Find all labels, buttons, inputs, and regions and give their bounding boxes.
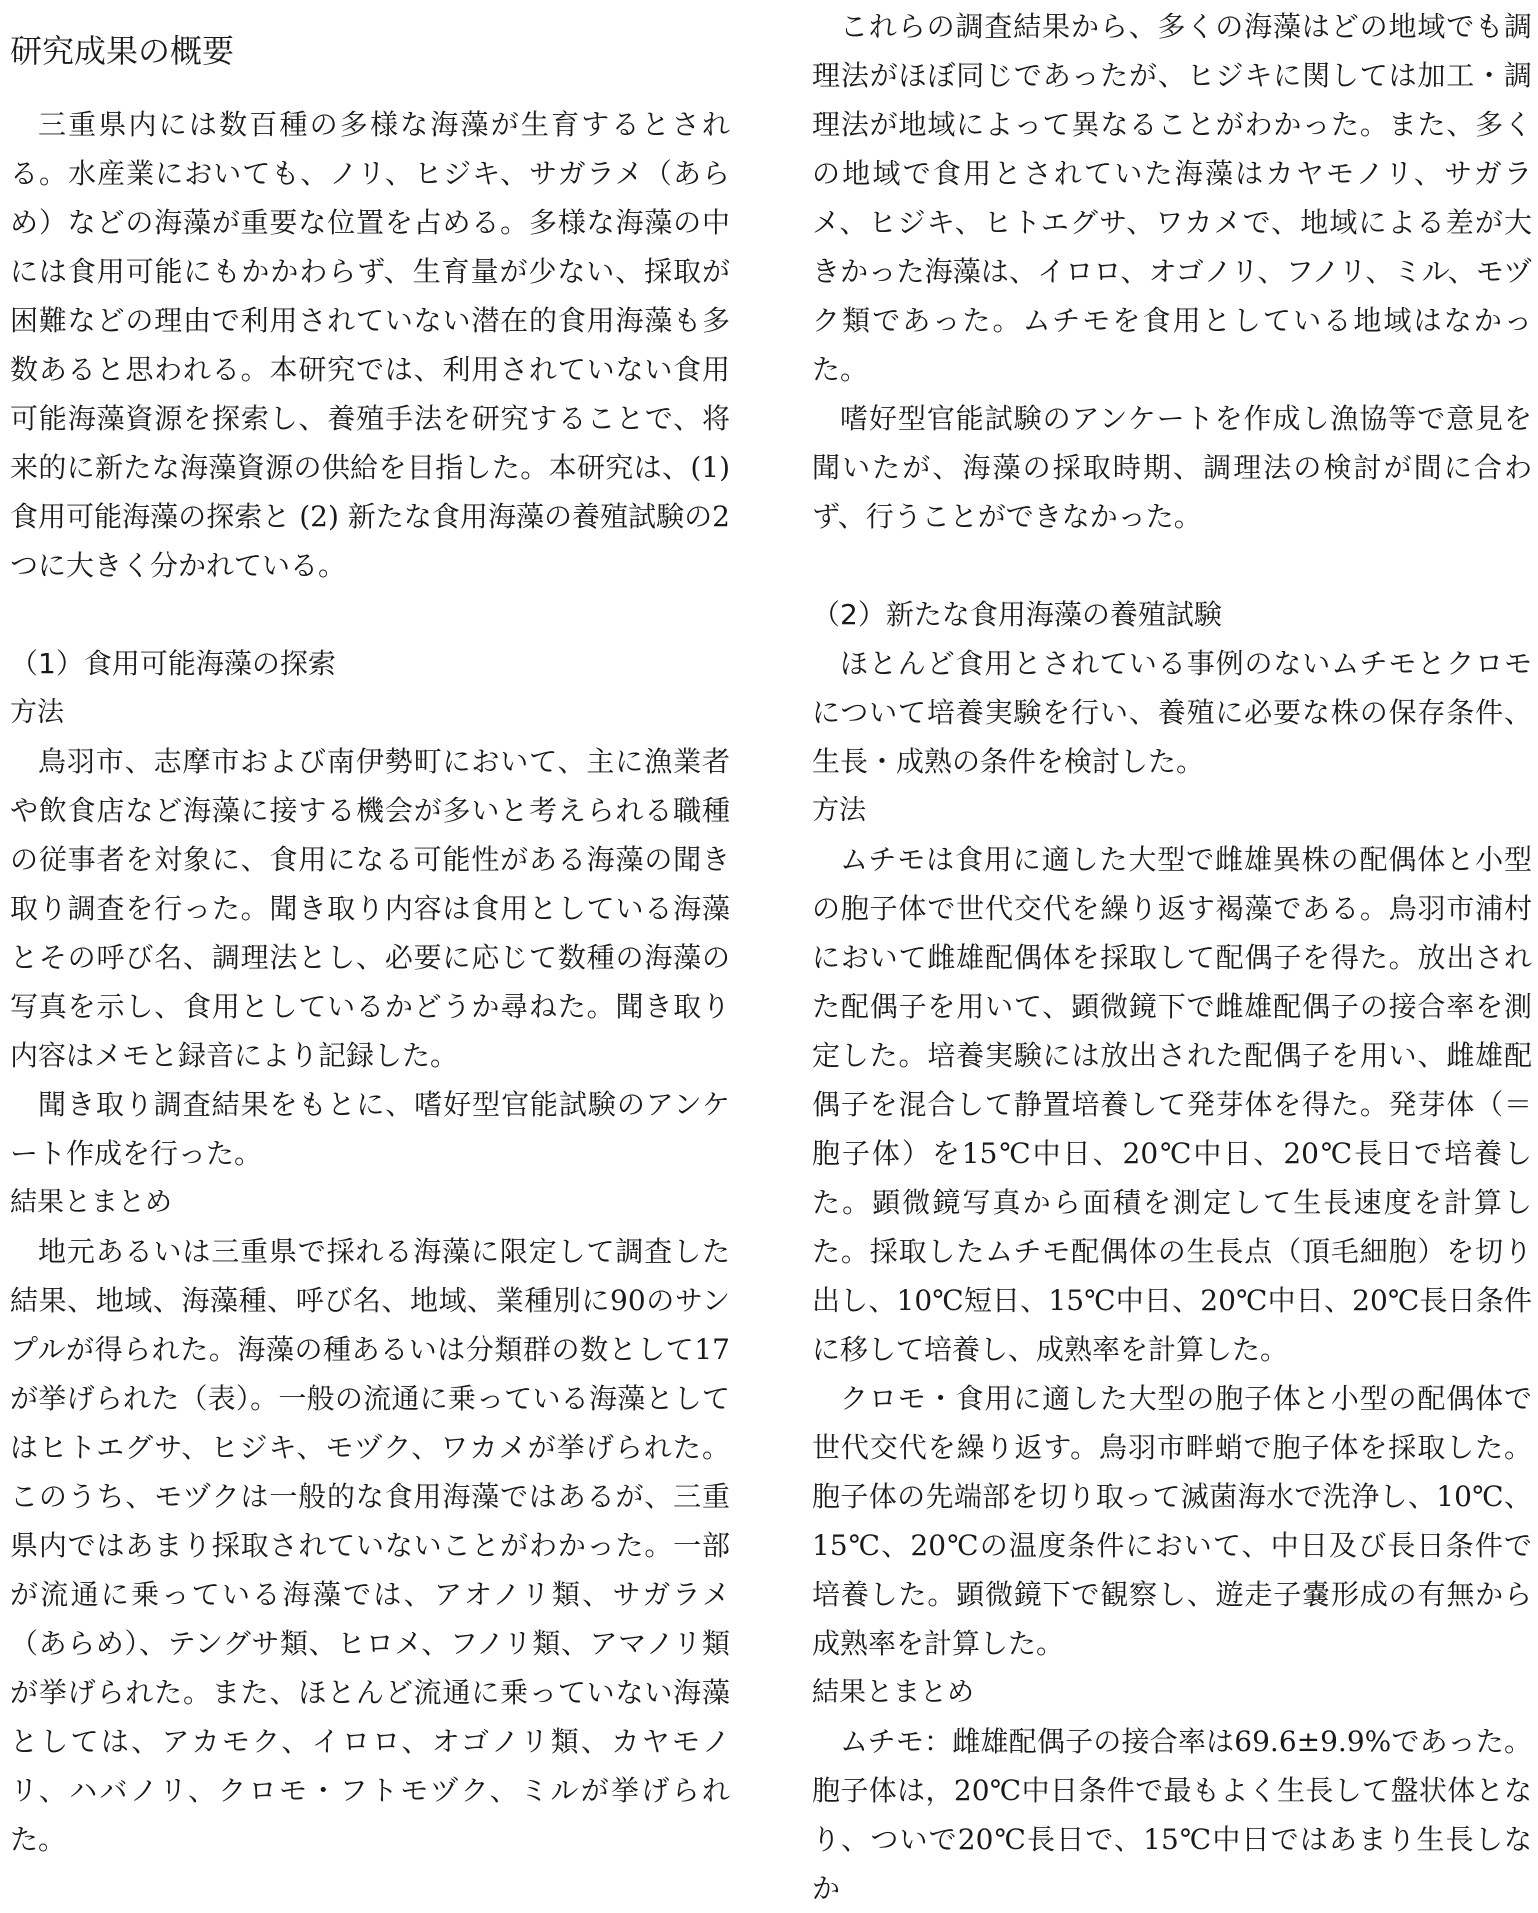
method-paragraph-2: 聞き取り調査結果をもとに、嗜好型官能試験のアンケート作成を行った。 [10,1088,730,1170]
results-paragraph-4: ムチモ：雌雄配偶子の接合率は69.6±9.9%であった。胞子体は，20℃中日条件で最もよく生長して盤状体となり、ついで20℃長日で、15℃中日ではあまり生長しなか [812,1725,1532,1905]
results-paragraph-3: 嗜好型官能試験のアンケートを作成し漁協等で意見を聞いたが、海藻の採取時期、調理法の検討が間に合わず、行うことができなかった。 [812,402,1532,533]
method-paragraph-3: ムチモは食用に適した大型で雌雄異株の配偶体と小型の胞子体で世代交代を繰り返す褐藻である。鳥羽市浦村において雌雄配偶体を採取して配偶子を得た。放出された配偶子を用いて、顕微鏡下で雌雄配偶子の接合率を測定した。培養実験には放出された配偶子を用い、雌雄配偶子を混合して静置培養して発芽体を得た。発芽体（＝胞子体）を15℃中日、20℃中日、20℃長日で培養した。顕微鏡写真から面積を測定して生長速度を計算した。採取したムチモ配偶体の生長点（頂毛細胞）を切り出し、10℃短日、15℃中日、20℃中日、20℃長日条件に移して培養し、成熟率を計算した。 [812,843,1532,1366]
section2-heading: （2）新たな食用海藻の養殖試験 [812,598,1222,631]
results-label-1: 結果とまとめ [10,1187,172,1218]
method-label-1: 方法 [10,697,64,728]
results-paragraph-1: 地元あるいは三重県で採れる海藻に限定して調査した結果、地域、海藻種、呼び名、地域、業種別に90のサンプルが得られた。海藻の種あるいは分類群の数として17が挙げられた（表）。一般の流通に乗っている海藻としてはヒトエグサ、ヒジキ、モヅク、ワカメが挙げられた。このうち、モヅクは一般的な食用海藻ではあるが、三重県内ではあまり採取されていないことがわかった。一部が流通に乗っている海藻では、アオノリ類、サガラメ（あらめ）、テングサ類、ヒロメ、フノリ類、アマノリ類が挙げられた。また、ほとんど流通に乗っていない海藻としては、アカモク、イロロ、オゴノリ類、カヤモノリ、ハバノリ、クロモ・フトモヅク、ミルが挙げられた。 [10,1235,730,1856]
results-label-2: 結果とまとめ [812,1677,974,1708]
section1-heading: （1）食用可能海藻の探索 [10,647,336,680]
spacer [812,541,1532,590]
results-paragraph-2: これらの調査結果から、多くの海藻はどの地域でも調理法がほぼ同じであったが、ヒジキに関しては加工・調理法が地域によって異なることがわかった。また、多くの地域で食用とされていた海藻はカヤモノリ、サガラメ、ヒジキ、ヒトエグサ、ワカメで、地域による差が大きかった海藻は、イロロ、オゴノリ、フノリ、ミル、モヅク類であった。ムチモを食用としている地域はなかった。 [812,10,1532,386]
right-column [812,2,1532,1913]
method-label-2: 方法 [812,795,866,826]
page-title: 研究成果の概要 [10,32,235,70]
method-paragraph-4: クロモ・食用に適した大型の胞子体と小型の配偶体で世代交代を繰り返す。鳥羽市畔蛸で胞子体を採取した。胞子体の先端部を切り取って滅菌海水で洗浄し、10℃、15℃、20℃の温度条件において、中日及び長日条件で培養した。顕微鏡下で観察し、遊走子嚢形成の有無から成熟率を計算した。 [812,1382,1532,1660]
method-paragraph-1: 鳥羽市、志摩市および南伊勢町において、主に漁業者や飲食店など海藻に接する機会が多いと考えられる職種の従事者を対象に、食用になる可能性がある海藻の聞き取り調査を行った。聞き取り内容は食用としている海藻とその呼び名、調理法とし、必要に応じて数種の海藻の写真を示し、食用としているかどうか尋ねた。聞き取り内容はメモと録音により記録した。 [10,745,730,1072]
left-column [10,22,730,1864]
section2-intro: ほとんど食用とされている事例のないムチモとクロモについて培養実験を行い、養殖に必要な株の保存条件、生長・成熟の条件を検討した。 [812,647,1532,778]
intro-paragraph: 三重県内には数百種の多様な海藻が生育するとされる。水産業においても、ノリ、ヒジキ、サガラメ（あらめ）などの海藻が重要な位置を占める。多様な海藻の中には食用可能にもかかわらず、生育量が少ない、採取が困難などの理由で利用されていない潜在的食用海藻も多数あると思われる。本研究では、利用されていない食用可能海藻資源を探索し、養殖手法を研究することで、将来的に新たな海藻資源の供給を目指した。本研究は、(1) 食用可能海藻の探索と (2) 新たな食用海藻の養殖試験の2つに大きく分かれている。 [10,108,730,582]
spacer [10,590,730,639]
